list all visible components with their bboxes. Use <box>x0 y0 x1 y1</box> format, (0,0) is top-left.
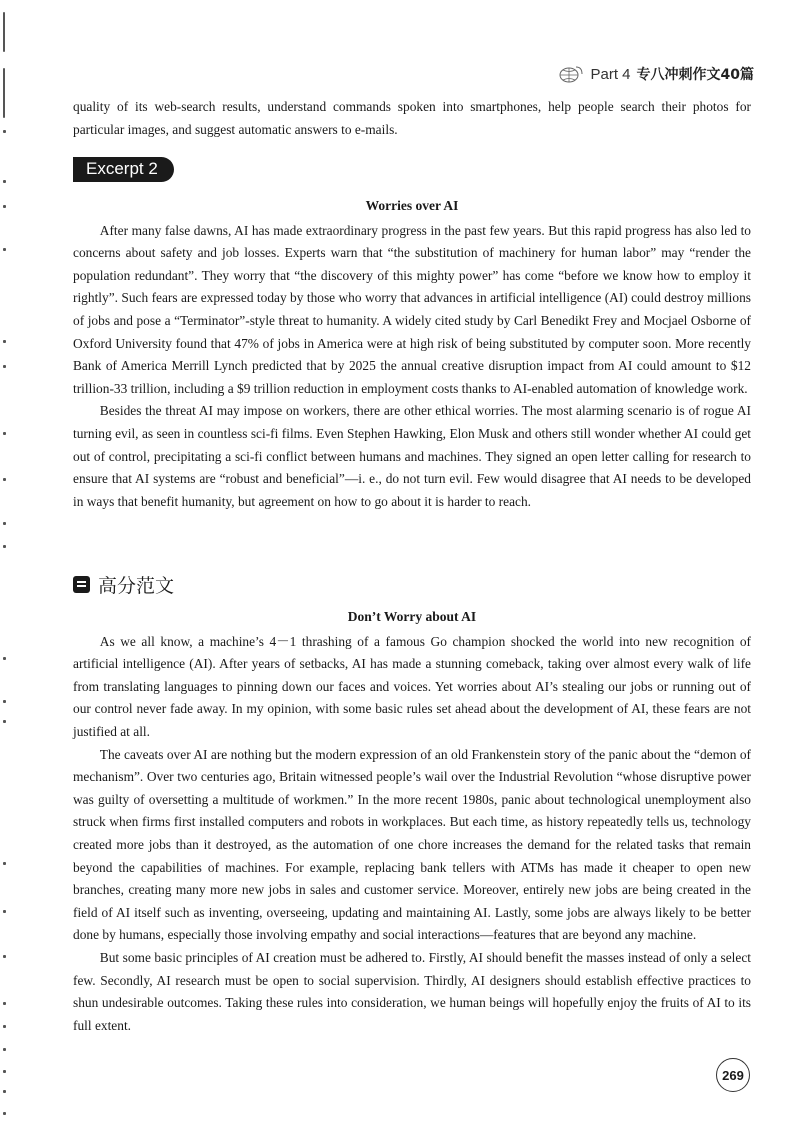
header-book-title: 专八冲刺作文40篇 <box>636 67 754 83</box>
excerpt-paragraph-1: After many false dawns, AI has made extraordinary progress in the past few years. But this rapid progress has also led to concerns about safety and job losses. Experts warn that “the substitution of machinery for human labor” may “render the population redundant”. They worry that “the discovery of this mighty power” has come “before we know how to employ it rightly”. Such fears are expressed today by those who worry that advances in artificial intelligence (AI) could destroy millions of jobs and pose a “Terminator”-style threat to humanity. A widely cited study by Carl Benedikt Frey and Mocjael Osborne of Oxford University found that 47% of jobs in America were at high risk of being substituted by computer soon. More recently Bank of America Merrill Lynch predicted that by 2025 the annual creative disruption impact from AI could amount to $12 trillion-33 trillion, including a $9 trillion reduction in employment costs thanks to AI-enabled automation of knowledge work. <box>73 222 751 396</box>
header-part-label: Part 4 <box>590 65 631 83</box>
essay-paragraph-2: The caveats over AI are nothing but the modern expression of an old Frankenstein story of the panic about the “demon of mechanism”. Over two centuries ago, Britain witnessed people’s wail over the Industrial Revolution “whose disruptive power was guilty of oversetting a multitude of workmen.” In the more recent 1980s, panic about technological unemployment also struck when firms first installed computers and robots in workplaces. But each time, as history repeatedly tells us, technology created more jobs than it destroyed, as the automation of one chore increases the demand for the related tasks that remain beyond the capabilities of machines. For example, replacing bank tellers with ATMs has made it cheaper to open new branches, creating many more new jobs in sales and customer service. Moreover, entirely new jobs are being created in the field of AI itself such as inventing, overseeing, updating and maintaining AI. Lastly, some jobs are always likely to be better done by humans, especially those involving empathy and social interactions—features that are beyond any machine. <box>73 746 751 943</box>
essay-title: Don’t Worry about AI <box>347 609 477 624</box>
essay-paragraph-1: As we all know, a machine’s 4－1 thrashing of a famous Go champion shocked the world into new recognition of artificial intelligence (AI). After years of setbacks, AI has made a stunning comeback, taking over almost every walk of life from translating languages to pinning down our faces and voices. Yet worries about AI’s stealing our jobs or running out of our control never fade away. In my opinion, with some basic rules set ahead about the development of AI, these fears are not justified at all. <box>73 633 751 739</box>
model-essay-section <box>73 606 751 1037</box>
excerpt-badge: Excerpt 2 <box>73 157 174 182</box>
intro-fragment <box>73 96 751 141</box>
page-header <box>558 64 754 84</box>
model-essay-label: 高分范文 <box>98 575 175 597</box>
stack-icon <box>73 576 90 593</box>
globe-logo-icon <box>558 65 584 83</box>
essay-paragraph-3: But some basic principles of AI creation must be adhered to. Firstly, AI should benefit the masses instead of only a select few. Secondly, AI research must be open to social supervision. Thirdly, AI designers should establish effective practices to shun undesirable outcomes. Taking these rules into consideration, we human beings will hopefully enjoy the fruits of AI to its full extent. <box>73 949 751 1033</box>
model-essay-heading <box>73 571 174 598</box>
page-number: 269 <box>716 1058 750 1092</box>
intro-paragraph: quality of its web-search results, understand commands spoken into smartphones, help people search their photos for particular images, and suggest automatic answers to e-mails. <box>73 99 751 137</box>
excerpt-section <box>73 195 751 513</box>
excerpt-title: Worries over AI <box>365 198 459 213</box>
excerpt-paragraph-2: Besides the threat AI may impose on workers, there are other ethical worries. The most alarming scenario is of rogue AI turning evil, as seen in countless sci-fi films. Even Stephen Hawking, Elon Musk and others still wonder whether AI could get out of control, precipitating a sci-fi conflict between humans and machines. They signed an open letter calling for research to ensure that AI systems are “robust and beneficial”—i. e., do not turn evil. Few would disagree that AI needs to be developed in ways that benefit humanity, but agreement on how to go about it is harder to reach. <box>73 403 751 509</box>
binding-margin-marks <box>0 0 14 1132</box>
